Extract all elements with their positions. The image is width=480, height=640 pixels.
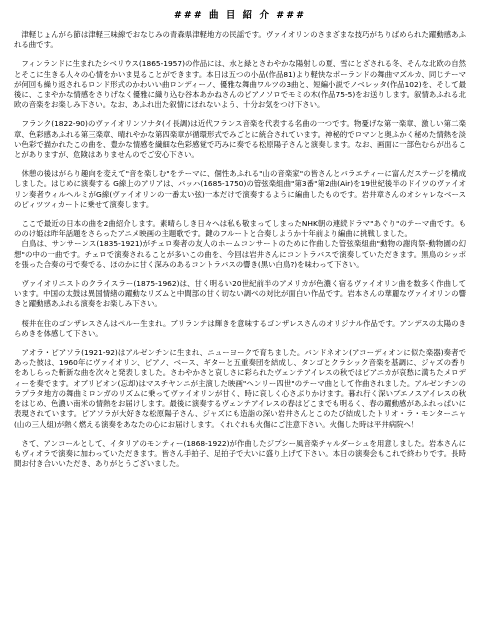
paragraph-list	[14, 30, 466, 469]
paragraph-gonzalez: 桜井在住のゴンザレスさんはペルー生まれ。ブリランテは輝きを意味するゴンザレスさんのオリジナル作品です。アンデスの太陽のきらめきを体感して下さい。	[14, 318, 466, 338]
paragraph-piazzolla: アオラ・ピアソラ(1921-92)はアルゼンチンに生まれ、ニューヨークで育ちました。バンドネオン(アコーディオンに似た楽器)奏者であった彼は、1960年にヴァイオリン、ピアノ、ベース、ギターと五重奏団を結成し、タンゴとクラシック音楽を基調に、ジャズの香りをあしらった斬新な曲を次々と発表しました。さわやかさと哀しさに彩られたヴェンテアイレスの秋ではピアニカが哀愁に満ちたメロディーを奏でます。オブリビオン(忘却)はマスチヤンニが主演した映画"ヘンリー四世"のテーマ曲として作曲されました。アルゼンチンのラプラタ地方の舞曲ミロンガのリズムに乗ってヴァイオリンが甘く、時に哀しく心さぶりかけます。暮れ行く深いブエノスアイレスの秋をはじめ、色濃い南米の情熱をお届けします。最後に演奏するヴェンテアイレスの春はどこまでも明るく、春の躍動感があふれっぱいに表現されています。ピアソラが大好きな松原陽子さん、ジャズにも造詣の深い岩井さんとこのたび結成したトリオ・ラ・モンターニャ(山の三人組)が熱く燃える演奏をあなたの心にお届けします。くれぐれも火傷にご注意下さい。火傷した時は平井病院へ！	[14, 348, 466, 429]
paragraph-g-string-air: 休憩の後はがらり趣向を変えて"音を楽しむ"をテーマに、個性あふれる"山の音楽家"の皆さんとバラエティーに富んだステージを構成しました。はじめに演奏する G線上のアリアは、バッハ(1685-1750)の管弦楽組曲"第3番"第2曲(Air)を19世紀後半のドイツのヴァイオリン奏者ウィルヘルミがG線(ヴァイオリンの一番太い弦)一本だけで演奏するように編曲したものです。岩井章さんのオシャレなベースのピィツツィカートに乗せて演奏します。	[14, 169, 466, 209]
paragraph-franck: フランク(1822-90)のヴァイオリンソナタ(イ長調)は近代フランス音楽を代表する名曲の一つです。物憂げな第一楽章、激しい第二楽章、色彩感あふれる第三楽章、晴れやかな第四楽章が循環形式でみごとに統合されています。神秘的でロマンと奥ふかく秘めた情熱を淡い色彩で描かれたこの曲を、豊かな情感を繊細な色彩感覚で巧みに奏でる松原陽子さんと演奏します。なお、画面に一部色むらが出ることがありますが、危険はありませんのでご安心下さい。	[14, 119, 466, 160]
page-title: ### 曲 目 紹 介 ###	[173, 10, 307, 21]
paragraph-japanese-songs-swan: ここで最近の日本の曲を2曲紹介します。素晴らしき日々へは私も敬まってしまったNHK朝の連続ドラマ"あぐり"のテーマ曲です。もののけ姫は昨年話題をさらったアニメ映画の主題歌です。鍵のフルートと合奏しようか十年前より編曲に挑戦しました。 白鳥は、サンサーンス(1835-1921)がチェロ奏者の友人のホームコンサートのために作曲した管弦楽組曲"動物の謝肉祭-動物園の幻想"の中の一曲です。チェロで演奏されることが多いこの曲を、今回は岩井さんにコントラバスで演奏していただきます。黒鳥のシッポを張った合奏の弓で奏でる、ほのかに甘く深みのあるコントラバスの響き(黒い白鳥?)を味わって下さい。	[14, 219, 466, 269]
paragraph-kreisler: ヴァイオリニストのクライスラー(1875-1962)は、甘く明るい20世紀前半のアメリカが色濃く宿るヴァイオリン曲を数多く作曲しています。中国の太鼓は異国情緒の躍動なリズムと中間部の甘く切ない調べの対比が面白い作品です。岩本さんの華麗なヴァイオリンの響きと躍動感あふれる演奏をお楽しみ下さい。	[14, 279, 466, 309]
paragraph-encore: さて、アンコールとして、イタリアのモンティー(1868-1922)が作曲したジプシー風音楽チャルダーシュを用意しました。岩本さんにもヴィオラで演奏に加わっていただきます。皆さん手拍子、足拍子で大いに盛り上げて下さい。本日の演奏会もこれで終わりです。長時間お付き合いいただき、ありがとうございました。	[14, 438, 466, 469]
paragraph-tsugaru: 津軽じょんがら節は津軽三味線でおなじみの青森県津軽地方の民謡です。ヴァイオリンのさまざまな技巧がちりばめられた躍動感あふれる曲です。	[14, 30, 466, 50]
paragraph-sibelius: フィンランドに生まれたシベリウス(1865-1957)の作品には、水と緑とさわやかな陽射しの夏、雪にとざされる冬、そんな北欧の自然とそこに生きる人々の心情をかいま見ることができます。本日は五つの小品(作品81)より軽快なポーランドの舞曲マズルカ、同じテーマが何回も繰り返されるロンド形式のかわいい曲ロンディーノ、優雅な舞曲ワルツの3曲と、短編小説でノベレッタ(作品102)を、そして最後に、こまやかな情感をさりげなく優雅に織り込む谷本あかねさんのピアノソロでモミの木(作品75-5)をお送りします。叙情あふれる北欧の音楽をお楽しみ下さい。なお、あふれ出た叙情にほれないよう、十分お気をつけ下さい。	[14, 59, 466, 110]
